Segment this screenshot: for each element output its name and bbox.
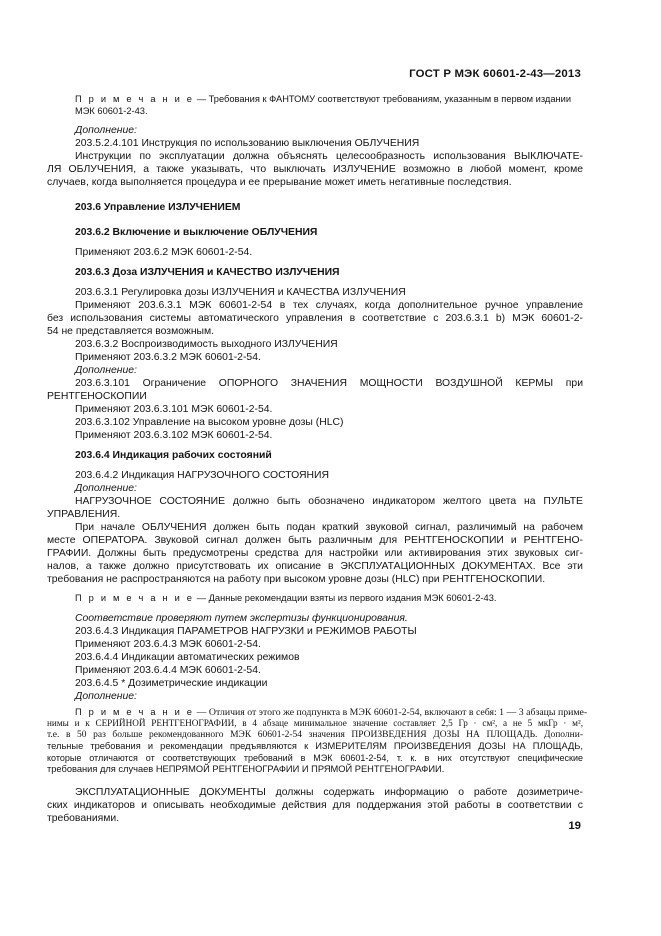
paragraph-line: налов, а также должно присутствовать их описание в ЭКСПЛУАТАЦИОННЫХ ДОКУМЕНТАХ. Все эти <box>47 561 583 572</box>
note-label: П р и м е ч а н и е <box>75 593 195 603</box>
apply-203-6-3-2: Применяют 203.6.3.2 МЭК 60601-2-54. <box>75 352 261 363</box>
paragraph-load-state <box>47 495 583 521</box>
apply-203-6-3-102: Применяют 203.6.3.102 МЭК 60601-2-54. <box>75 430 273 441</box>
paragraph-line: 203.6.3.101 Ограничение ОПОРНОГО ЗНАЧЕНИЯ МОЩНОСТИ ВОЗДУШНОЙ КЕРМЫ при <box>75 378 583 389</box>
paragraph-line: случаев, когда выполняется процедура и ее прерывание может иметь негативные последствия. <box>47 177 512 188</box>
paragraph-line: При начале ОБЛУЧЕНИЯ должен быть подан краткий звуковой сигнал, различимый на рабочем <box>75 522 583 533</box>
note-line: требования для случаев НЕПРЯМОЙ РЕНТГЕНОГРАФИИ И ПРЯМОЙ РЕНТГЕНОГРАФИИ. <box>47 764 445 774</box>
paragraph-line: требованиями. <box>47 812 120 824</box>
note-line: т.е. в 50 раз больше рекомендованного МЭК 60601-2-54 значения ПРОИЗВЕДЕНИЯ ДОЗЫ НА ПЛОЩАДЬ. Дополни- <box>47 729 583 740</box>
heading-203-6-3: 203.6.3 Доза ИЗЛУЧЕНИЯ и КАЧЕСТВО ИЗЛУЧЕНИЯ <box>75 267 340 278</box>
paragraph-line: РЕНТГЕНОСКОПИИ <box>47 391 147 402</box>
note-text-cont: МЭК 60601-2-43. <box>75 105 148 116</box>
clause-203-6-3-101 <box>47 377 583 403</box>
clause-203-6-4-5: 203.6.4.5 * Дозиметрические индикации <box>75 677 268 689</box>
paragraph-apply-203-6-3-1 <box>47 299 583 338</box>
note-differences <box>47 706 588 776</box>
paragraph-line: Применяют 203.6.3.1 МЭК 60601-2-54 в тех случаях, когда дополнительное ручное управление <box>75 300 583 311</box>
page-body <box>47 94 588 825</box>
paragraph-line: ЛЯ ОБЛУЧЕНИЯ, а также указывать, что выключать ИЗЛУЧЕНИЕ возможно в любой момент, кроме <box>47 164 583 175</box>
paragraph-line: Инструкции по эксплуатации должна объяснять целесообразность использования ВЫКЛЮЧАТЕ- <box>75 151 583 162</box>
note-recommendations <box>75 593 583 605</box>
addition-label: Дополнение: <box>75 483 137 494</box>
paragraph-line: требования не распространяются на работу при высоком уровне дозы (HLC) при РЕНТГЕНОСКОПИИ. <box>47 574 546 585</box>
clause-203-6-3-102: 203.6.3.102 Управление на высоком уровне дозы (HLC) <box>75 417 344 428</box>
compliance-check: Соответствие проверяют путем экспертизы функционирования. <box>75 612 408 624</box>
note-line: которые отличаются от соответствующих требований в МЭК 60601-2-54, т. к. в них отсутствуют специфические <box>47 752 583 763</box>
heading-203-6: 203.6 Управление ИЗЛУЧЕНИЕМ <box>75 202 241 213</box>
note-fantom <box>75 94 583 117</box>
addition-label: Дополнение: <box>75 690 137 702</box>
note-line: нимы и к СЕРИЙНОЙ РЕНТГЕНОГРАФИИ, в 4 абзаце минимальное значение составляет 2,5 Гр · см², а не 5 мкГр · м², <box>47 718 583 728</box>
note-text: — Отличия от этого же подпункта в МЭК 60601-2-54, включают в себя: 1 — 3 абзацы приме- <box>194 706 588 718</box>
document-header: ГОСТ Р МЭК 60601-2-43—2013 <box>409 68 581 80</box>
paragraph-line: ЭКСПЛУАТАЦИОННЫЕ ДОКУМЕНТЫ должны содержать информацию о работе дозиметриче- <box>75 786 583 798</box>
addition-label: Дополнение: <box>75 125 137 136</box>
paragraph-line: без использования системы автоматического управления в соответствие с 203.6.3.1 b) МЭК 60601-2- <box>47 313 583 324</box>
note-text: — Данные рекомендации взяты из первого издания МЭК 60601-2-43. <box>194 593 497 603</box>
paragraph-instructions <box>47 150 583 189</box>
paragraph-line: 54 не представляется возможным. <box>47 326 215 337</box>
page-number: 19 <box>568 820 581 832</box>
note-label: П р и м е ч а н и е <box>75 706 195 717</box>
clause-203-6-4-2: 203.6.4.2 Индикация НАГРУЗОЧНОГО СОСТОЯНИЯ <box>75 470 330 481</box>
addition-label: Дополнение: <box>75 365 137 376</box>
note-label: П р и м е ч а н и е <box>75 94 195 104</box>
clause-203-6-4-4: 203.6.4.4 Индикации автоматических режимов <box>75 651 300 663</box>
paragraph-line: УПРАВЛЕНИЯ. <box>47 509 121 520</box>
paragraph-line: месте ОПЕРАТОРА. Звуковой сигнал должен быть различным для РЕНТГЕНОСКОПИИ и РЕНТГЕНО- <box>47 535 583 546</box>
clause-203-6-3-1: 203.6.3.1 Регулировка дозы ИЗЛУЧЕНИЯ и КАЧЕСТВА ИЗЛУЧЕНИЯ <box>75 287 406 298</box>
apply-203-6-4-3: Применяют 203.6.4.3 МЭК 60601-2-54. <box>75 638 261 650</box>
clause-203-5-2-4-101: 203.5.2.4.101 Инструкция по использованию выключения ОБЛУЧЕНИЯ <box>75 138 420 149</box>
paragraph-line: ских индикаторов и описывать необходимые действия для поддержания этой работы в соответствии с <box>47 799 583 811</box>
paragraph-line: ГРАФИИ. Должны быть предусмотрены средства для настройки или активирования этих звуковых сиг- <box>47 548 583 559</box>
clause-203-6-3-2: 203.6.3.2 Воспроизводимость выходного ИЗЛУЧЕНИЯ <box>75 339 338 350</box>
apply-203-6-3-101: Применяют 203.6.3.101 МЭК 60601-2-54. <box>75 404 273 415</box>
heading-203-6-4: 203.6.4 Индикация рабочих состояний <box>75 450 272 461</box>
note-text: — Требования к ФАНТОМУ соответствуют требованиям, указанным в первом издании <box>194 94 572 104</box>
paragraph-sound-signal <box>47 521 583 586</box>
note-line: тельные требования и рекомендации предъявляются к ИЗМЕРИТЕЛЯМ ПРОИЗВЕДЕНИЯ ДОЗЫ НА ПЛОЩАДЬ, <box>47 741 583 751</box>
paragraph-operational-documents <box>47 786 583 825</box>
clause-203-6-4-3: 203.6.4.3 Индикация ПАРАМЕТРОВ НАГРУЗКИ и РЕЖИМОВ РАБОТЫ <box>75 625 417 637</box>
paragraph-line: НАГРУЗОЧНОЕ СОСТОЯНИЕ должно быть обозначено индикатором желтого цвета на ПУЛЬТЕ <box>75 496 583 507</box>
heading-203-6-2: 203.6.2 Включение и выключение ОБЛУЧЕНИЯ <box>75 227 318 238</box>
apply-203-6-4-4: Применяют 203.6.4.4 МЭК 60601-2-54. <box>75 664 261 676</box>
apply-203-6-2: Применяют 203.6.2 МЭК 60601-2-54. <box>75 247 253 258</box>
